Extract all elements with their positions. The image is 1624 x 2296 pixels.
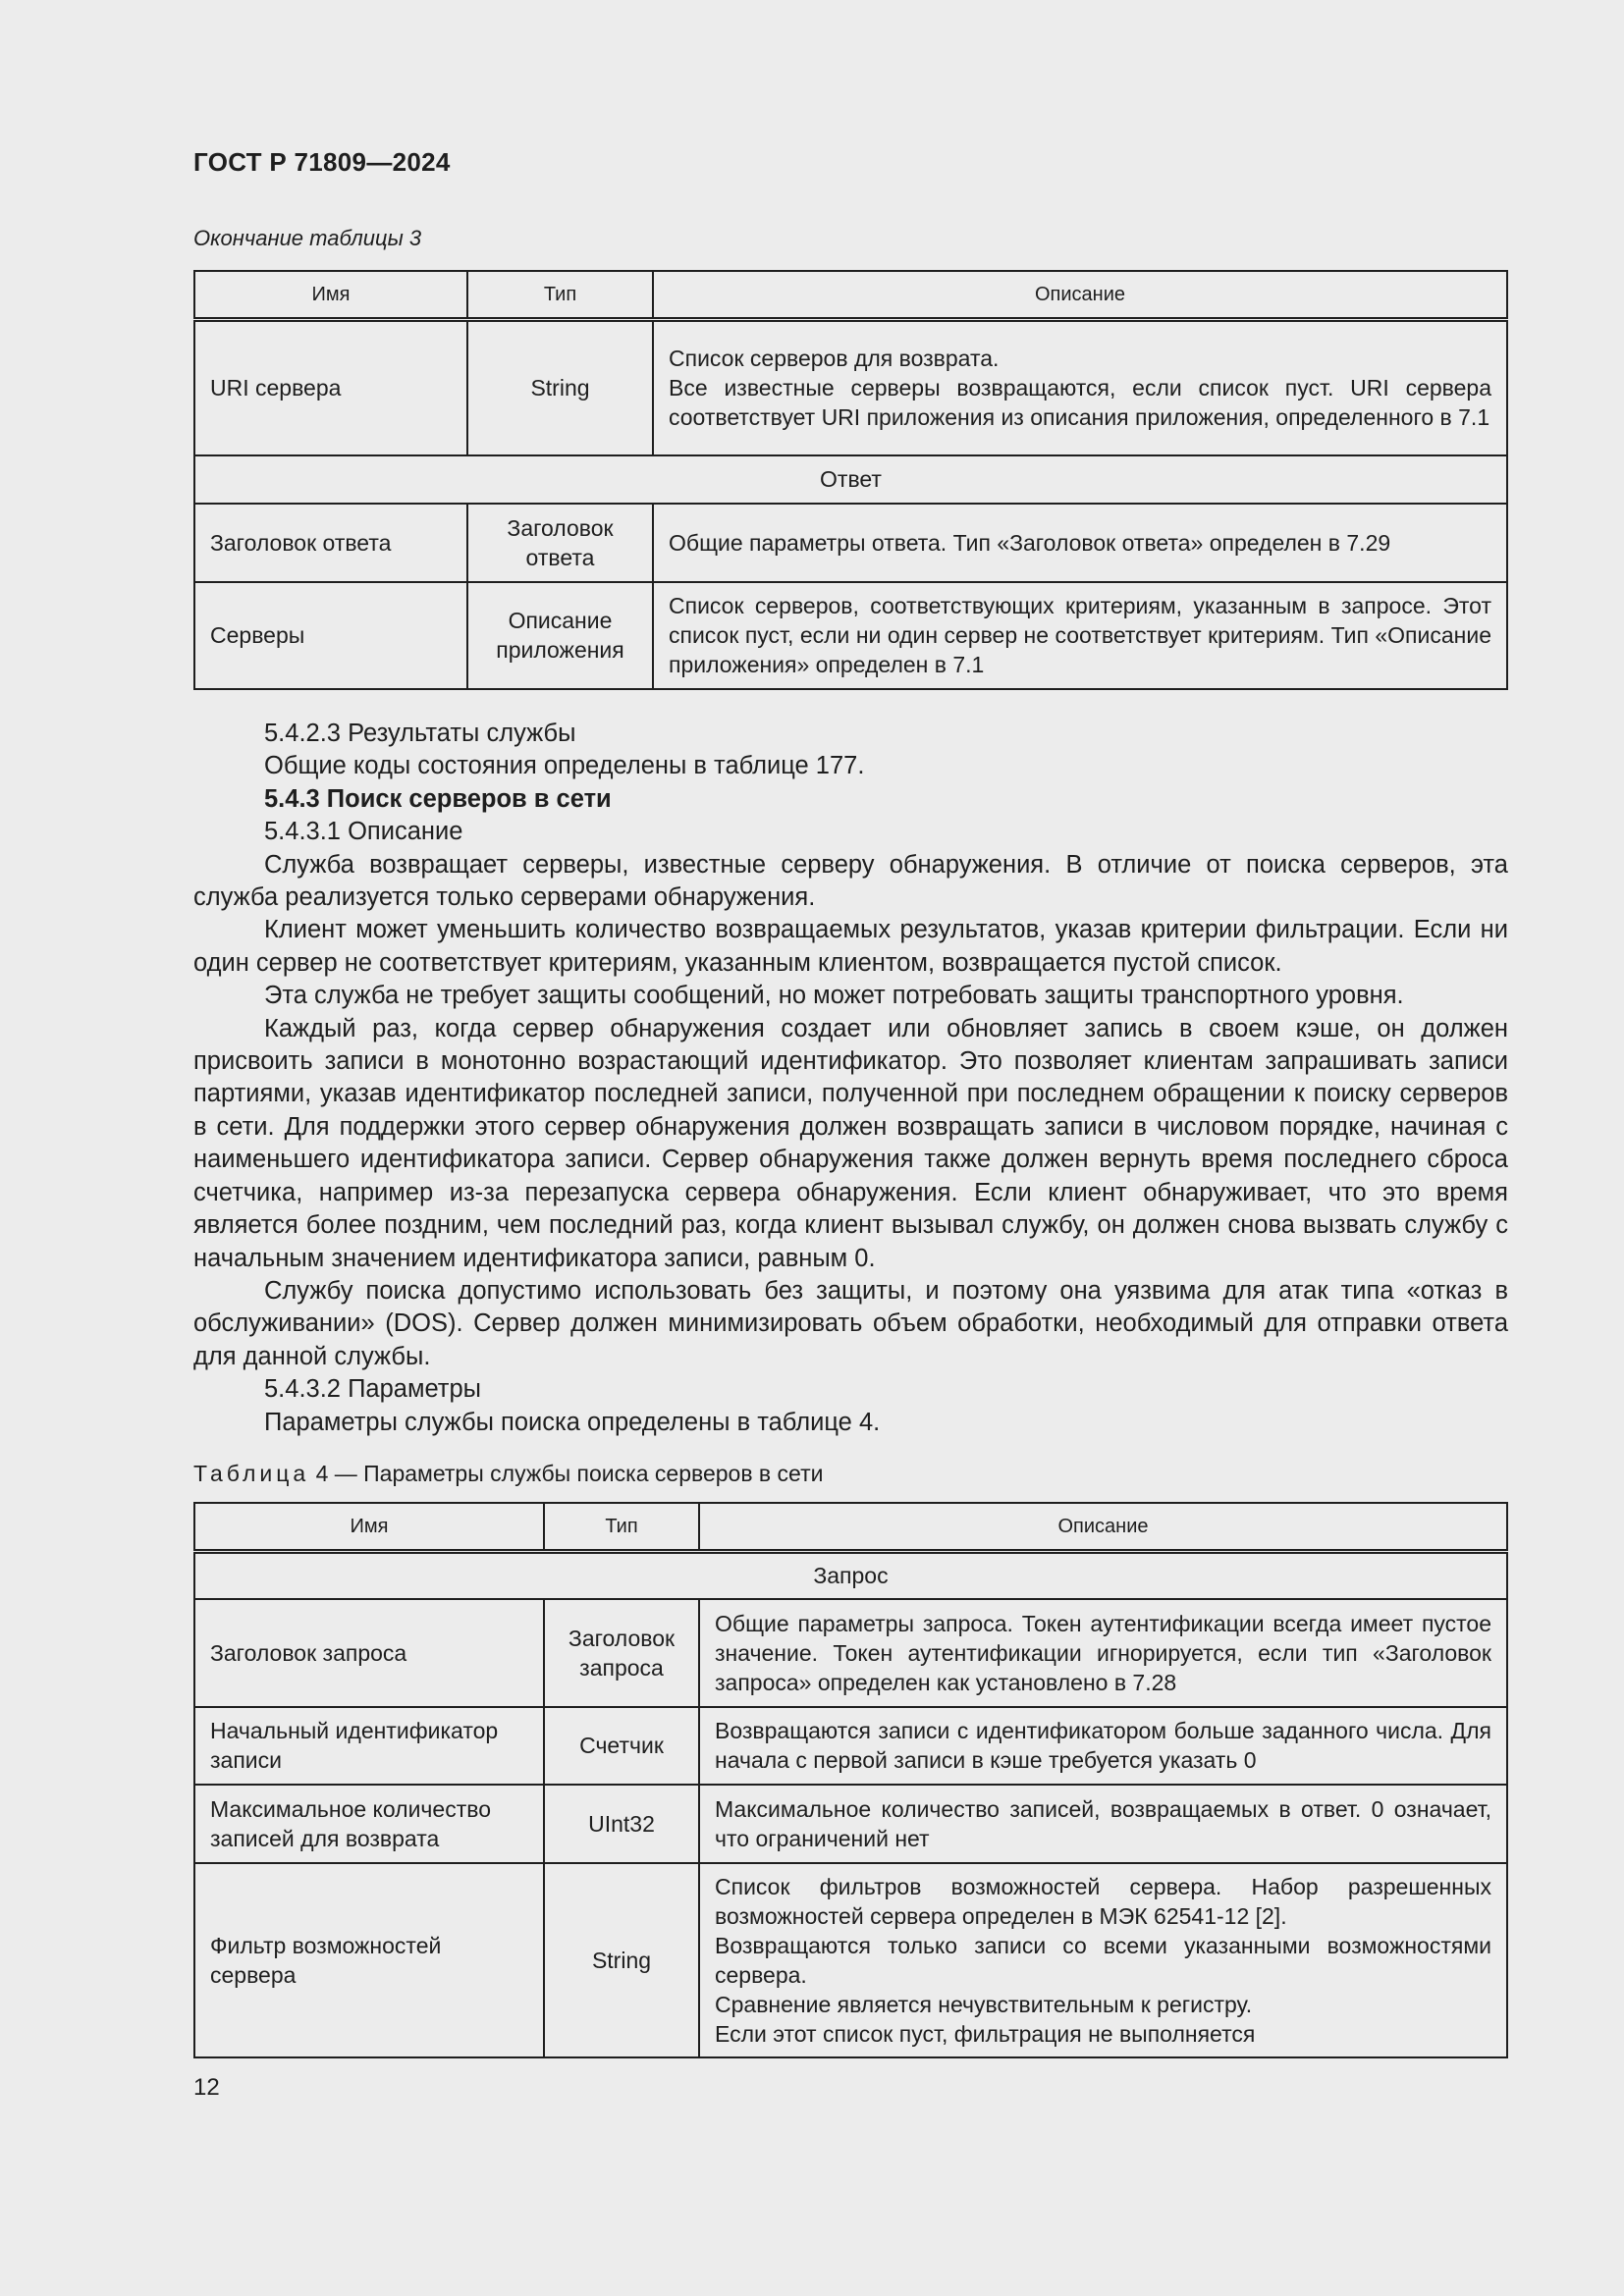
table-row [194, 504, 1507, 582]
paragraph: Общие коды состояния определены в таблице 177. [264, 752, 865, 780]
description-line: Возвращаются записи с идентификатором больше заданного числа. Для начала с первой записи в кэше требуется указать 0 [715, 1718, 1491, 1773]
paragraph: 5.4.3.1 Описание [264, 818, 463, 846]
description-line: Все известные серверы возвращаются, если список пуст. URI сервера соответствует URI приложения из описания приложения, определенного в 7.1 [669, 375, 1491, 431]
description-line: Если этот список пуст, фильтрация не выполняется [715, 2020, 1256, 2047]
param-description [699, 1863, 1507, 2057]
param-description [699, 1599, 1507, 1707]
document-header: ГОСТ Р 71809—2024 [193, 147, 451, 177]
param-type: Заголовок ответа [467, 504, 653, 582]
column-header-type: Тип [467, 271, 653, 320]
paragraph: Службу поиска допустимо использовать без защиты, и поэтому она уязвима для атак типа «отказ в обслуживании» (DOS). Сервер должен минимизировать объем обработки, необходимый для отправки ответа для данной службы. [193, 1276, 1508, 1370]
description-line: Общие параметры запроса. Токен аутентификации всегда имеет пустое значение. Токен аутентификации игнорируется, если тип «Заголовок запроса» определен как установлено в 7.28 [715, 1610, 1491, 1695]
column-header-name: Имя [194, 271, 467, 320]
page-number: 12 [193, 2074, 220, 2101]
description-line: Список серверов для возврата. [669, 346, 1000, 372]
param-description [653, 504, 1507, 582]
table-3 [193, 270, 1508, 690]
param-name: Максимальное количество записей для возврата [194, 1785, 544, 1863]
column-header-description: Описание [653, 271, 1507, 320]
param-type: Счетчик [544, 1707, 699, 1785]
param-description [699, 1785, 1507, 1863]
param-name: Заголовок запроса [194, 1599, 544, 1707]
param-type: String [467, 320, 653, 455]
table-row [194, 1785, 1507, 1863]
column-header-type: Тип [544, 1503, 699, 1552]
param-type: Описание приложения [467, 582, 653, 689]
param-type: Заголовок запроса [544, 1599, 699, 1707]
param-description [653, 582, 1507, 689]
table3-continuation-caption: Окончание таблицы 3 [193, 226, 422, 250]
table-row [194, 1863, 1507, 2057]
table-row [194, 582, 1507, 689]
description-line: Сравнение является нечувствительным к регистру. [715, 1991, 1253, 2017]
table-header-row [194, 1503, 1507, 1552]
paragraph: 5.4.2.3 Результаты службы [264, 720, 576, 747]
description-line: Список серверов, соответствующих критериям, указанным в запросе. Этот список пуст, если ни один сервер не соответствует критериям. Тип «Описание приложения» определен в 7.1 [669, 593, 1491, 677]
paragraph: Каждый раз, когда сервер обнаружения создает или обновляет запись в своем кэше, он должен присвоить записи в монотонно возрастающий идентификатор. Это позволяет клиентам запрашивать записи партиями, указав идентификатор последней записи, полученной при последнем обращении к поиску серверов в сети. Для поддержки этого сервер обнаружения должен возвращать записи в числовом порядке, начиная с наименьшего идентификатора записи. Сервер обнаружения также должен вернуть время последнего сброса счетчика, например из-за перезапуска сервера обнаружения. Если клиент обнаруживает, что это время является более поздним, чем последний раз, когда клиент вызывал службу, он должен снова вызвать службу с начальным значением идентификатора записи, равным 0. [193, 1014, 1508, 1272]
description-line: Список фильтров возможностей сервера. Набор разрешенных возможностей сервера определен в МЭК 62541-12 [2]. [715, 1873, 1491, 1929]
column-header-name: Имя [194, 1503, 544, 1552]
section-heading: 5.4.3 Поиск серверов в сети [264, 784, 612, 813]
section-row [194, 1552, 1507, 1599]
section-request: Запрос [194, 1552, 1507, 1599]
paragraph: 5.4.3.2 Параметры [264, 1375, 481, 1404]
param-name: Серверы [194, 582, 467, 689]
table-header-row [194, 271, 1507, 320]
table4-title-text: 4 — Параметры службы поиска серверов в сети [309, 1461, 824, 1486]
description-line: Возвращаются только записи со всеми указанными возможностями сервера. [715, 1932, 1491, 1988]
param-description [699, 1707, 1507, 1785]
paragraph: Параметры службы поиска определены в таблице 4. [264, 1408, 881, 1436]
param-name: Фильтр возможностей сервера [194, 1863, 544, 2057]
param-name: Начальный идентификатор записи [194, 1707, 544, 1785]
table-row [194, 1599, 1507, 1707]
paragraph: Эта служба не требует защиты сообщений, но может потребовать защиты транспортного уровня. [264, 982, 1404, 1010]
body-text [193, 718, 1508, 1439]
param-type: String [544, 1863, 699, 2057]
table4-title-prefix: Таблица [193, 1461, 310, 1486]
table-row [194, 1707, 1507, 1785]
param-type: UInt32 [544, 1785, 699, 1863]
table4-title [193, 1461, 823, 1487]
param-name: URI сервера [194, 320, 467, 455]
table-row [194, 320, 1507, 455]
column-header-description: Описание [699, 1503, 1507, 1552]
param-description [653, 320, 1507, 455]
table-4 [193, 1502, 1508, 2058]
paragraph: Служба возвращает серверы, известные серверу обнаружения. В отличие от поиска серверов, эта служба реализуется только серверами обнаружения. [193, 850, 1508, 912]
description-line: Максимальное количество записей, возвращаемых в ответ. 0 означает, что ограничений нет [715, 1795, 1491, 1851]
paragraph: Клиент может уменьшить количество возвращаемых результатов, указав критерии фильтрации. Если ни один сервер не соответствует критериям, указанным клиентом, возвращается пустой список. [193, 916, 1508, 977]
section-row [194, 455, 1507, 504]
description-line: Общие параметры ответа. Тип «Заголовок ответа» определен в 7.29 [669, 529, 1391, 556]
param-name: Заголовок ответа [194, 504, 467, 582]
section-response: Ответ [194, 455, 1507, 504]
